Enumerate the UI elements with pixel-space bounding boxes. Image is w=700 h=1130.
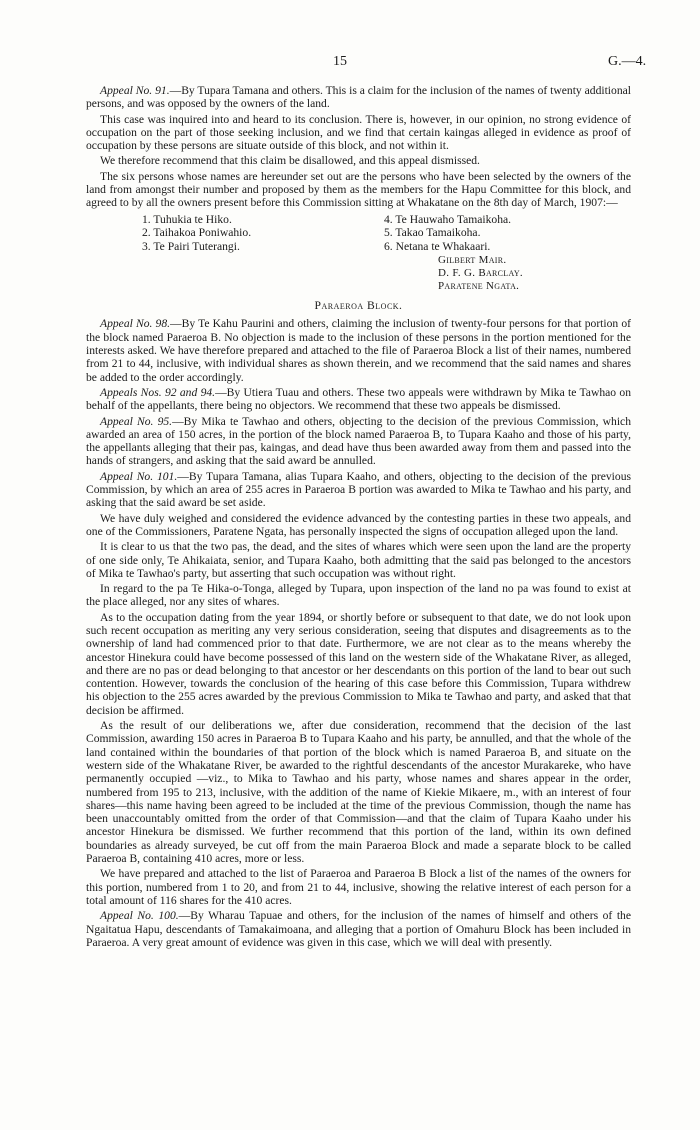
paragraph (86, 540, 631, 580)
paragraph (86, 611, 631, 717)
paragraph (86, 154, 631, 167)
paragraph (86, 415, 631, 468)
paragraph (86, 909, 631, 949)
paragraph-text: —By Tupara Tamana and others. This is a claim for the inclusion of the names of twenty additional persons, and was opposed by the owners of the land. (86, 84, 631, 111)
committee-member: 6. Netana te Whakaari. (384, 239, 491, 253)
appeal-reference: Appeal No. 98. (100, 317, 171, 331)
committee-member: 5. Takao Tamaikoha. (384, 226, 481, 240)
paragraph-text: We have prepared and attached to the list of Paraeroa and Paraeroa B Block a list of the names of the owners for this portion, numbered from 1 to 20, and from 21 to 44, inclusive, showing the relative interest of each person for a total amount of 116 shares for the 410 acres. (86, 867, 631, 907)
paragraph-text: As the result of our deliberations we, after due consideration, recommend that the decision of the last Commission, awarding 150 acres in Paraeroa B to Tupara Kaaho and his party, be annulled, and that the whole of the land contained within the boundaries of that portion of the block which is named Paraeroa B, and situate on the western side of the Whakatane River, be awarded to the rightful descendants of the ancestor Murakareke, who have permanently occupied —viz., to Mika to Tawhao and his party, whose names and shares appear in the order, numbered from 195 to 213, inclusive, with the addition of the name of Kiekie Mikaere, m., with an interest of four shares—this name having been agreed to be included at the time of the previous Commission, though the name has been unaccountably omitted from the order of that Commission—and that the claim of Tupara Kaaho under his ancestor Hinekura be dismissed. We further recommend that this portion of the land, within its own defined boundaries as already surveyed, be cut off from the main Paraeroa Block and made a separate block to be called Paraeroa B, containing 410 acres, more or less. (86, 719, 631, 866)
appeal-reference: Appeal No. 100. (100, 909, 179, 923)
paragraph-text: As to the occupation dating from the year 1894, or shortly before or subsequent to that date, we do not look upon such recent occupation as meriting any very serious consideration, seeing that disputes and disagreements as to the ownership of land had commenced prior to that date. Furthermore, we are not clear as to the means whereby the ancestor Hinekura could have become possessed of this land on the western side of the Whakatane River, as alleged, and there are no pas or dead belonging to that ancestor or her descendants on this portion of the land to bear out such contention. However, towards the conclusion of the hearing of this case before this Commission, Tupara withdrew his objection to the 255 acres awarded by the previous Commission to Mika te Tawhao and party, and asked that that decision be affirmed. (86, 610, 631, 717)
paragraph (86, 84, 631, 111)
paragraph-text: —By Mika te Tawhao and others, objecting to the decision of the previous Commission, which awarded an area of 150 acres, in the portion of the block named Paraeroa B, to Tupara Kaaho and those of his party, the appellants alleging that their pas, kaingas, and dead have thus been awarded away from them and passed into the hands of strangers, and asking that the said award be annulled. (86, 414, 631, 468)
committee-column-left (86, 213, 358, 254)
signatory-name: Paratene Ngata. (438, 280, 520, 293)
paragraph-text: We therefore recommend that this claim be disallowed, and this appeal dismissed. (100, 154, 480, 168)
document-code: G.—4. (608, 54, 647, 69)
section-heading: Paraeroa Block. (314, 299, 403, 313)
paragraph (86, 470, 631, 510)
paragraph (86, 512, 631, 539)
paragraph-text: We have duly weighed and considered the evidence advanced by the contesting parties in these two appeals, and one of the Commissioners, Paratene Ngata, has personally inspected the signs of occupation alleged upon the land. (86, 511, 631, 538)
appeal-reference: Appeals Nos. 92 and 94. (100, 385, 216, 399)
paragraph-group-b (86, 317, 631, 949)
paragraph (86, 317, 631, 383)
paragraph-text: —By Wharau Tapuae and others, for the inclusion of the names of himself and others of the Ngaitatua Hapu, descendants of Tamakaimoana, and alleging that a portion of Omahuru Block has been included in Paraeroa. A very great amount of evidence was given in this case, which we will deal with presently. (86, 909, 631, 949)
paragraph (86, 867, 631, 907)
signatory-name: Gilbert Mair. (438, 254, 507, 267)
signatory-name: D. F. G. Barclay. (438, 267, 523, 280)
paragraph (86, 719, 631, 865)
paragraph-text: The six persons whose names are hereunder set out are the persons who have been selected by the owners of the land from amongst their number and proposed by them as the members for the Hapu Committee for this block, and agreed to by all the owners present before this Commission sitting at Whakatane on the 8th day of March, 1907:— (86, 169, 631, 210)
paragraph (86, 582, 631, 609)
appeal-reference: Appeal No. 95. (100, 414, 173, 428)
page-number: 15 (333, 54, 347, 69)
paragraph-text: —By Tupara Tamana, alias Tupara Kaaho, and others, objecting to the decision of the previous Commission, by which an area of 255 acres in Paraeroa B portion was awarded to Mika te Tawhao and his party, and asking that the said award be set aside. (86, 469, 632, 510)
committee-list (86, 213, 631, 254)
paragraph-text: —By Utiera Tuau and others. These two appeals were withdrawn by Mika te Tawhao on behalf of the appellants, there being no objectors. We recommend that these two appeals be dismissed. (86, 385, 631, 413)
signatories (438, 254, 631, 293)
paragraph-text: It is clear to us that the two pas, the dead, and the sites of whares which were seen upon the land are the property of one side only, Te Ahikaiata, senior, and Tupara Kaaho, both admitting that the said pas belonged to the ancestors of Mika te Tawhao's party, but asserting that such occupation was without right. (86, 540, 631, 580)
committee-member: 2. Taihakoa Poniwahio. (142, 226, 252, 240)
paragraph (86, 113, 631, 153)
appeal-reference: Appeal No. 101. (100, 469, 178, 483)
paragraph (86, 386, 631, 413)
paragraph-text: This case was inquired into and heard to its conclusion. There is, however, in our opinion, no strong evidence of occupation on the part of those seeking inclusion, and we find that certain kaingas alleged in evidence as proof of occupation by these persons are situate outside of this block, and not within it. (86, 112, 631, 153)
paragraph-group-a (86, 84, 631, 210)
committee-member: 4. Te Hauwaho Tamaikoha. (384, 212, 512, 226)
committee-member: 1. Tuhukia te Hiko. (142, 212, 232, 226)
committee-member: 3. Te Pairi Tuterangi. (142, 239, 240, 253)
paragraph (86, 170, 631, 210)
paragraph-text: In regard to the pa Te Hika-o-Tonga, alleged by Tupara, upon inspection of the land no pa was found to exist at the place alleged, nor any sites of whares. (86, 582, 631, 609)
document-body (86, 84, 631, 949)
paragraph-text: —By Te Kahu Paurini and others, claiming the inclusion of twenty-four persons for that portion of the block named Paraeroa B. No objection is made to the inclusion of these persons in the portion mentioned for the interests asked. We have therefore prepared and attached to the file of Paraeroa Block a list of their names, numbered from 21 to 44, inclusive, with individual shares as shown therein, and we recommend that the said names and shares be added to the order accordingly. (86, 317, 632, 384)
committee-column-right (358, 213, 630, 254)
appeal-reference: Appeal No. 91. (100, 84, 170, 97)
